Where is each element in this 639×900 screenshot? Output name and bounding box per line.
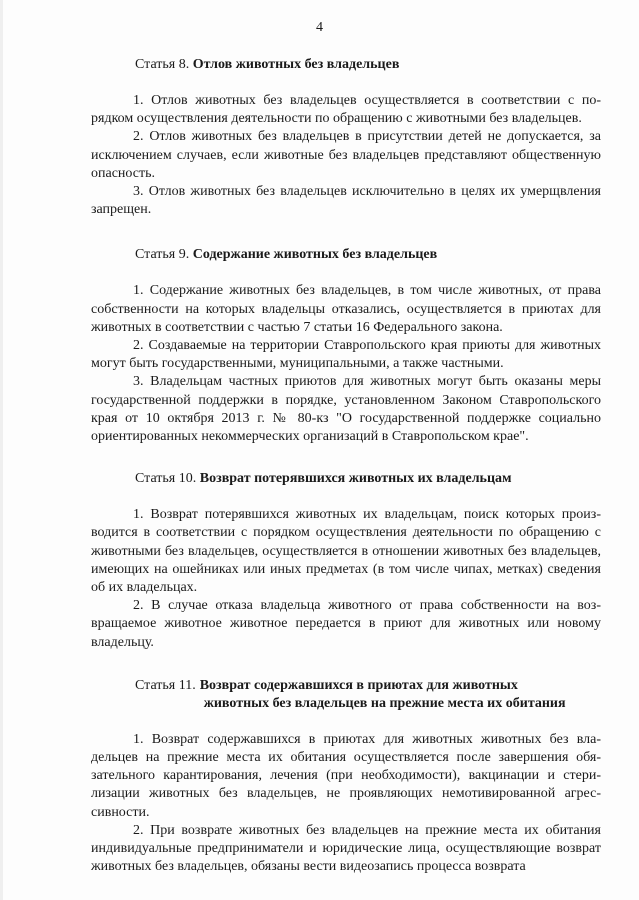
article-11-paragraph-1: 1. Возврат содержавшихся в приютах для животных животных без владельцев на прежние места их обитания осуществляется после завершения обязательного карантирования, лечения (при необходимости), вакцинации и стерилизации животных без владельцев, не проявляющих немотивированной агрессивности.: [91, 731, 601, 820]
page-number: 4: [316, 20, 323, 35]
article-9-paragraph-2: 2. Создаваемые на территории Ставропольского края приюты для животных могут быть государственными, муниципальными, а также частными.: [91, 338, 601, 372]
article-9-title: Содержание животных без владельцев: [192, 247, 438, 263]
article-11-title: [200, 677, 566, 713]
article-9-label: Статья 9.: [135, 247, 190, 263]
article-10-label: Статья 10.: [135, 471, 197, 487]
article-10-paragraph-1: 1. Возврат потерявшихся животных их владельцам, поиск которых производится в соответствии с порядком осуществления деятельности по обращению с животными без владельцев, осуществляется в отношении животных без владельцев, имеющих на ошейниках или иных предметах (в том числе чипах, метках) сведения об их владельцах.: [91, 507, 601, 596]
article-8-title: Отлов животных без владельцев: [192, 57, 400, 72]
article-9: [91, 246, 601, 446]
article-11-title-line-2: животных без владельцев на прежние места их обитания: [203, 695, 566, 711]
article-10: [91, 470, 601, 652]
scan-edge: [0, 0, 3, 900]
article-11-heading: [91, 677, 601, 713]
article-8-label: Статья 8.: [135, 57, 190, 72]
article-8-paragraph-3: 3. Отлов животных без владельцев исключительно в целях их умерщвления запрещен.: [91, 184, 601, 218]
article-8-paragraph-1: 1. Отлов животных без владельцев осуществляется в соответствии с порядком осуществления деятельности по обращению с животными без владельцев.: [91, 93, 601, 127]
document-body: [91, 56, 601, 877]
article-11-paragraph-2: 2. При возврате животных без владельцев на прежние места их обитания индивидуальные предприниматели и юридические лица, осуществляющие возврат животных без владельцев, обязаны вести видеозапись процесса возврата: [91, 822, 601, 875]
article-9-paragraph-1: 1. Содержание животных без владельцев, в том числе животных, от права собственности на которых владельцы отказались, осуществляется в приютах для животных в соответствии с частью 7 статьи 16 Федерального закона.: [91, 283, 601, 335]
article-9-heading: [91, 246, 601, 264]
article-9-paragraph-3: 3. Владельцам частных приютов для животных могут быть оказаны меры государственной поддержки в порядке, установленном Законом Ставропольского края от 10 октября 2013 г. № 80-кз "О государственной поддержке социально ориентированных некоммерческих организаций в Ставропольском крае".: [91, 374, 601, 445]
article-8-paragraph-2: 2. Отлов животных без владельцев в присутствии детей не допускается, за исключением случаев, если животные без владельцев представляют общественную опасность.: [91, 129, 601, 181]
article-11-label: Статья 11.: [135, 677, 196, 693]
article-8: [91, 56, 601, 219]
article-11: [91, 677, 601, 877]
article-10-paragraph-2: 2. В случае отказа владельца животного от права собственности на возвращаемое животное животное передается в приют для животных или новому владельцу.: [91, 598, 601, 650]
article-8-heading: [91, 56, 601, 74]
article-10-heading: [91, 470, 601, 488]
article-10-title: Возврат потерявшихся животных их владельцам: [199, 471, 512, 487]
article-11-title-line-1: Возврат содержавшихся в приютах для животных: [199, 677, 518, 693]
